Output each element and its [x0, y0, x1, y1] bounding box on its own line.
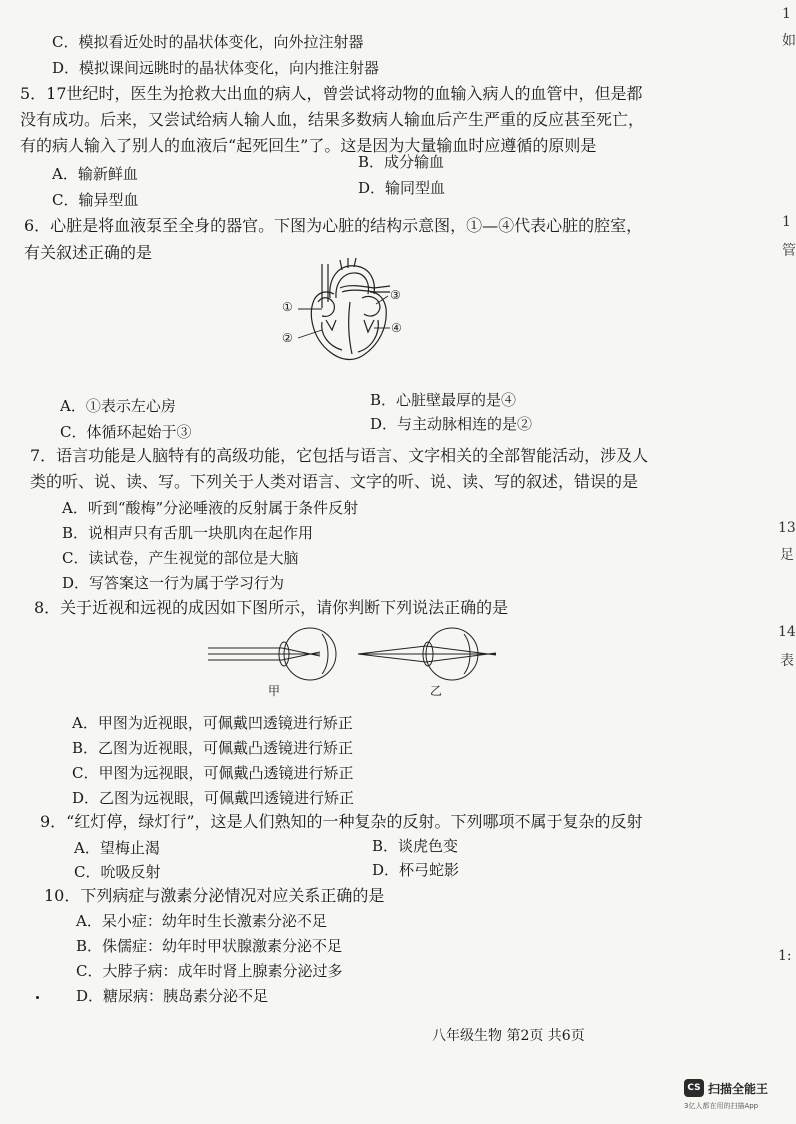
- margin-fragment-6: 足: [780, 547, 794, 563]
- eye-diagrams: [206, 622, 506, 702]
- margin-fragment-4: 管: [782, 243, 796, 259]
- q10-option-a: A．呆小症：幼年时生长激素分泌不足: [76, 912, 327, 930]
- eye-diagrams-svg: [206, 622, 506, 702]
- q6-option-b: B．心脏壁最厚的是④: [370, 391, 517, 409]
- q7-stem-line-1: 7．语言功能是人脑特有的高级功能，它包括与语言、文字相关的全部智能活动，涉及人: [30, 446, 649, 465]
- heart-label-2: ②: [282, 331, 293, 345]
- q8-option-a: A．甲图为近视眼，可佩戴凹透镜进行矫正: [72, 714, 353, 732]
- q6-option-d: D．与主动脉相连的是②: [370, 415, 533, 433]
- heart-label-3: ③: [390, 288, 401, 302]
- q5-option-a: A．输新鲜血: [52, 165, 138, 183]
- heart-diagram: [278, 258, 418, 366]
- scanner-logo-icon: CS: [684, 1079, 704, 1097]
- q7-option-a: A．听到“酸梅”分泌唾液的反射属于条件反射: [62, 499, 359, 517]
- q6-stem-line-2: 有关叙述正确的是: [24, 243, 153, 262]
- eye-label-jia: 甲: [268, 684, 281, 698]
- q5-option-d: D．输同型血: [358, 179, 446, 197]
- q9-option-b: B．谈虎色变: [372, 837, 459, 855]
- q7-option-c: C．读试卷，产生视觉的部位是大脑: [62, 549, 299, 567]
- margin-fragment-7: 14: [778, 624, 796, 640]
- q9-stem: 9．“红灯停，绿灯行”，这是人们熟知的一种复杂的反射。下列哪项不属于复杂的反射: [40, 812, 643, 831]
- margin-fragment-5: 13: [778, 520, 796, 536]
- q10-option-b: B．侏儒症：幼年时甲状腺激素分泌不足: [76, 937, 343, 955]
- q7-option-d: D．写答案这一行为属于学习行为: [62, 574, 285, 592]
- margin-fragment-9: 1:: [778, 948, 792, 964]
- q7-option-b: B．说相声只有舌肌一块肌肉在起作用: [62, 524, 314, 542]
- q8-option-c: C．甲图为远视眼，可佩戴凸透镜进行矫正: [72, 764, 354, 782]
- q4-option-c: C．模拟看近处时的晶状体变化，向外拉注射器: [52, 33, 364, 51]
- q5-stem-line-1: 5．17世纪时，医生为抢救大出血的病人，曾尝试将动物的血输入病人的血管中，但是都: [20, 84, 643, 103]
- q10-option-d: D．糖尿病：胰岛素分泌不足: [76, 987, 269, 1005]
- q4-option-d: D．模拟课间远眺时的晶状体变化，向内推注射器: [52, 59, 380, 77]
- page-footer: 八年级生物 第2页 共6页: [432, 1028, 585, 1044]
- q6-option-c: C．体循环起始于③: [60, 423, 192, 441]
- margin-fragment-1: 1: [782, 6, 791, 22]
- scanner-watermark: [684, 1075, 792, 1119]
- q10-option-c: C．大脖子病：成年时肾上腺素分泌过多: [76, 962, 343, 980]
- q9-option-c: C．吮吸反射: [74, 863, 161, 881]
- stray-dot: [36, 996, 39, 999]
- heart-diagram-svg: [278, 258, 418, 366]
- q8-option-d: D．乙图为远视眼，可佩戴凹透镜进行矫正: [72, 789, 355, 807]
- scanner-brand-tagline: 3亿人都在用的扫描App: [684, 1102, 759, 1110]
- q8-option-b: B．乙图为近视眼，可佩戴凸透镜进行矫正: [72, 739, 354, 757]
- q9-option-d: D．杯弓蛇影: [372, 861, 460, 879]
- q9-option-a: A．望梅止渴: [74, 839, 160, 857]
- q5-stem-line-2: 没有成功。后来，又尝试给病人输人血，结果多数病人输血后产生严重的反应甚至死亡，: [20, 110, 645, 129]
- scanner-brand-name: 扫描全能王: [708, 1082, 769, 1096]
- q5-stem-line-3: 有的病人输入了别人的血液后“起死回生”了。这是因为大量输血时应遵循的原则是: [20, 136, 597, 155]
- margin-fragment-2: 如: [782, 33, 796, 49]
- heart-label-4: ④: [391, 321, 402, 335]
- margin-fragment-3: 1: [782, 214, 791, 230]
- q8-stem: 8．关于近视和远视的成因如下图所示，请你判断下列说法正确的是: [34, 598, 509, 617]
- q10-stem: 10．下列病症与激素分泌情况对应关系正确的是: [44, 886, 385, 905]
- q5-option-b: B．成分输血: [358, 153, 445, 171]
- q6-option-a: A．①表示左心房: [60, 397, 176, 415]
- eye-label-yi: 乙: [430, 684, 443, 698]
- margin-fragment-8: 表: [780, 653, 794, 669]
- q5-option-c: C．输异型血: [52, 191, 139, 209]
- q6-stem-line-1: 6．心脏是将血液泵至全身的器官。下图为心脏的结构示意图，①—④代表心脏的腔室，: [24, 216, 643, 235]
- q7-stem-line-2: 类的听、说、读、写。下列关于人类对语言、文字的听、说、读、写的叙述，错误的是: [30, 472, 639, 491]
- heart-label-1: ①: [282, 300, 293, 314]
